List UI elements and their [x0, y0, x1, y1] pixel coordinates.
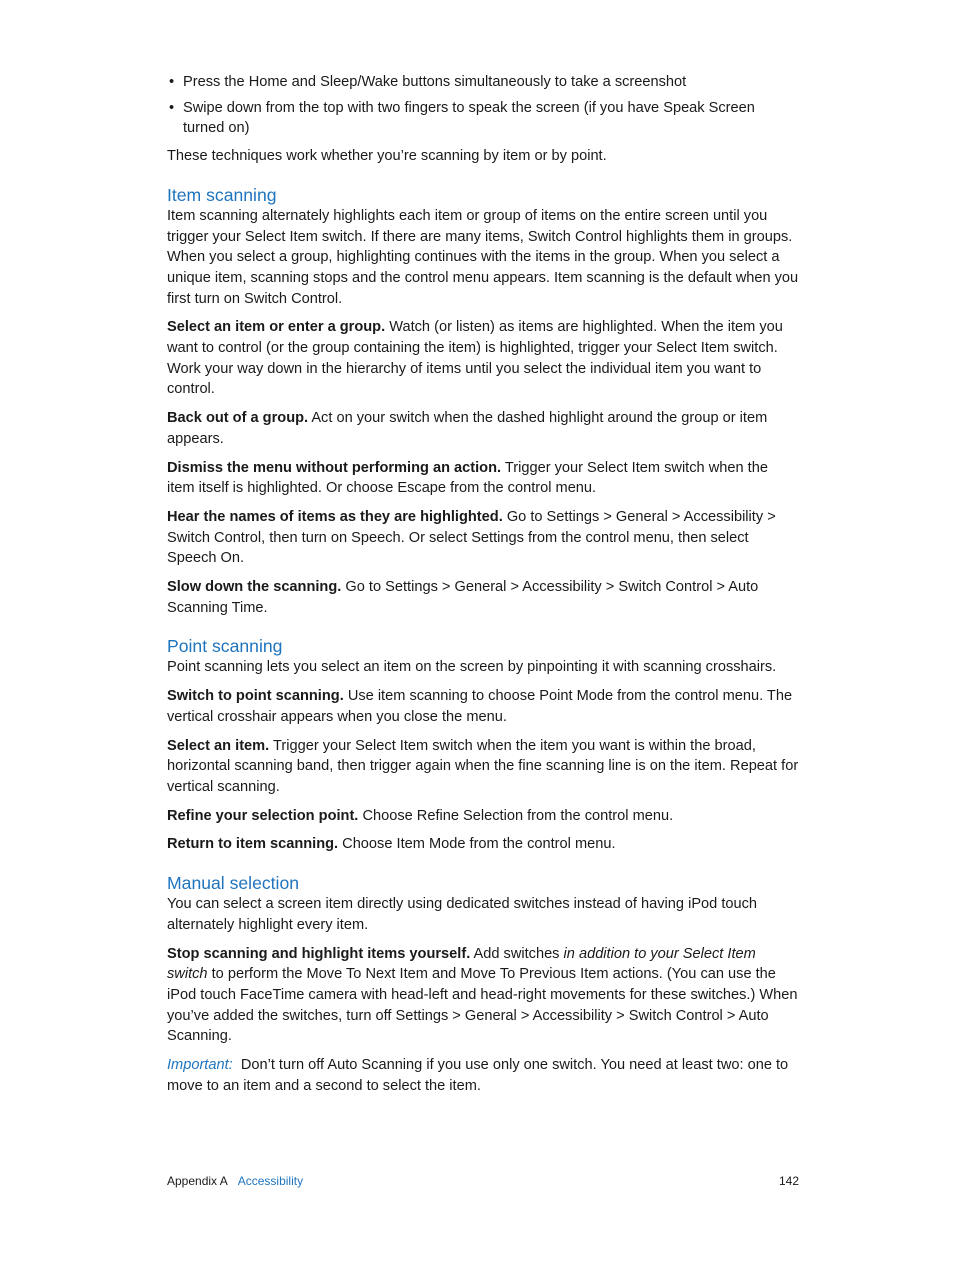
page-number: 142	[778, 1174, 799, 1188]
intro-note: These techniques work whether you’re scanning by item or by point.	[167, 148, 607, 165]
bullet-icon: •	[169, 74, 175, 90]
tip-back-out: Back out of a group. Act on your switch when the dashed highlight around the group or item appears.	[167, 410, 768, 447]
list-item: • Press the Home and Sleep/Wake buttons simultaneously to take a screenshot	[167, 72, 799, 93]
tip-slow-down: Slow down the scanning. Go to Settings > General > Accessibility > Switch Control > Auto Scanning Time.	[167, 579, 759, 616]
page-content	[167, 72, 799, 1096]
footer-section-link[interactable]: Accessibility	[237, 1174, 304, 1188]
tip-return-item: Return to item scanning. Choose Item Mode from the control menu.	[167, 836, 616, 853]
page-footer	[167, 1172, 799, 1190]
tip-stop-scanning: Stop scanning and highlight items yourself. Add switches in addition to your Select Item switch to perform the Move To Next Item and Move To Previous Item actions. (You can use the iPod touch FaceTime camera with head-left and head-right movements for these switches.) When you’ve added the switches, turn off Settings > General > Accessibility > Switch Control > Auto Scanning.	[167, 945, 798, 1045]
tip-hear-names: Hear the names of items as they are highlighted. Go to Settings > General > Accessibility > Switch Control, then turn on Speech. Or select Settings from the control menu, then select Speech On.	[167, 508, 776, 567]
footer-appendix: Appendix A	[167, 1174, 228, 1188]
list-item: • Swipe down from the top with two fingers to speak the screen (if you have Speak Screen turned on)	[169, 99, 755, 137]
heading-manual-selection: Manual selection	[167, 873, 300, 894]
bullet-list	[167, 72, 799, 139]
item-scanning-paragraph: Item scanning alternately highlights each item or group of items on the entire screen until you trigger your Select Item switch. If there are many items, Switch Control highlights them in groups. When you select a group, highlighting continues with the items in the group. When you select a unique item, scanning stops and the control menu appears. Item scanning is the default when you first turn on Switch Control.	[167, 207, 799, 307]
bullet-icon: •	[169, 99, 175, 116]
heading-point-scanning: Point scanning	[167, 636, 283, 657]
tip-switch-point: Switch to point scanning. Use item scanning to choose Point Mode from the control menu. The vertical crosshair appears when you close the menu.	[167, 688, 793, 725]
tip-dismiss-menu: Dismiss the menu without performing an action. Trigger your Select Item switch when the item itself is highlighted. Or choose Escape from the control menu.	[167, 459, 768, 497]
tip-select-item: Select an item or enter a group. Watch (or listen) as items are highlighted. When the item you want to control (or the group containing the item) is highlighted, trigger your Select Item switch. Work your way down in the hierarchy of items until you select the individual item you want to control.	[167, 319, 783, 398]
important-label: Important:	[167, 1057, 233, 1074]
point-scanning-paragraph: Point scanning lets you select an item on the screen by pinpointing it with scanning crosshairs.	[167, 659, 777, 676]
tip-refine-selection: Refine your selection point. Choose Refine Selection from the control menu.	[167, 807, 674, 824]
manual-selection-paragraph: You can select a screen item directly using dedicated switches instead of having iPod touch alternately highlight every item.	[167, 896, 758, 933]
important-note: Important: Don’t turn off Auto Scanning if you use only one switch. You need at least two: one to move to an item and a second to select the item.	[167, 1057, 789, 1094]
tip-select-an-item: Select an item. Trigger your Select Item switch when the item you want is within the broad, horizontal scanning band, then trigger again when the fine scanning line is on the item. Repeat for vertical scanning.	[167, 737, 799, 795]
heading-item-scanning: Item scanning	[167, 184, 277, 205]
